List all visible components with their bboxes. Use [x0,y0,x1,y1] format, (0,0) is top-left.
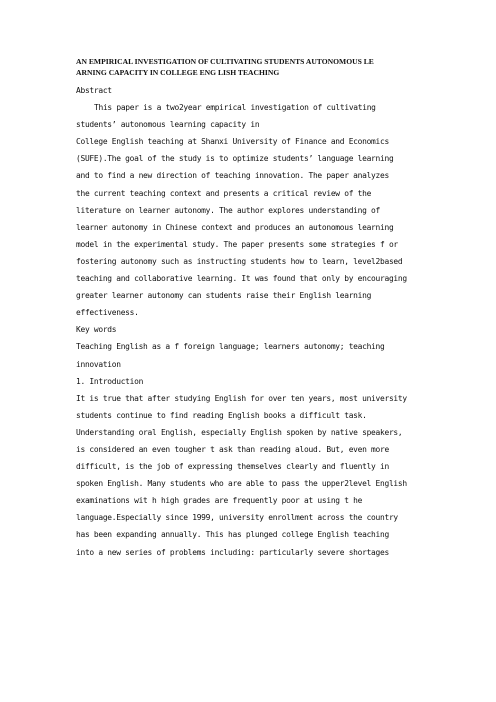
paper-title-line-2: ARNING CAPACITY IN COLLEGE ENG LISH TEACHING [76,68,280,77]
keywords-line: Teaching English as a f foreign language; learners autonomy; teaching [76,342,385,352]
abstract-line: greater learner autonomy can students raise their English learning [76,291,372,301]
abstract-heading: Abstract [76,86,112,95]
abstract-line: model in the experimental study. The paper presents some strategies f or [76,239,398,249]
paper-title [76,56,434,78]
introduction-line: spoken English. Many students who are able to pass the upper2level English [76,479,407,489]
keywords-body [76,338,434,372]
abstract-line: effectiveness. [76,308,139,318]
keywords-heading: Key words [76,325,117,335]
introduction-line: Understanding oral English, especially English spoken by native speakers, [76,427,403,437]
abstract-line: students’ autonomous learning capacity in [76,120,260,130]
introduction-line: It is true that after studying English for over ten years, most university [76,393,407,403]
abstract-line: College English teaching at Shanxi University of Finance and Economics [76,137,389,147]
abstract-line: and to find a new direction of teaching innovation. The paper analyzes [76,171,389,181]
introduction-line: has been expanding annually. This has plunged college English teaching [76,530,389,540]
document-page [76,56,434,561]
introduction-line: students continue to find reading English books a difficult task. [76,410,367,420]
introduction-line: language.Especially since 1999, university enrollment across the country [76,513,398,523]
abstract-line: teaching and collaborative learning. It was found that only by encouraging [76,274,407,284]
introduction-heading: 1. Introduction [76,376,144,386]
abstract-line: literature on learner autonomy. The author explores understanding of [76,205,380,215]
introduction-line: is considered an even tougher t ask than reading aloud. But, even more [76,444,389,454]
abstract-line: fostering autonomy such as instructing students how to learn, level2based [76,256,403,266]
introduction-body [76,390,434,561]
abstract-line: This paper is a two2year empirical investigation of cultivating [94,103,376,113]
introduction-line: difficult, is the job of expressing themselves clearly and fluently in [76,462,389,472]
introduction-line: examinations wit h high grades are frequently poor at using t he [76,496,363,506]
keywords-line: innovation [76,359,121,369]
abstract-line: learner autonomy in Chinese context and produces an autonomous learning [76,222,394,232]
paper-title-line-1: AN EMPIRICAL INVESTIGATION OF CULTIVATING STUDENTS AUTONOMOUS LE [76,57,374,66]
abstract-line: the current teaching context and presents a critical review of the [76,188,372,198]
abstract-body [76,99,434,321]
abstract-line: (SUFE).The goal of the study is to optimize students’ language learning [76,154,394,164]
introduction-line: into a new series of problems including: particularly severe shortages [76,547,389,557]
